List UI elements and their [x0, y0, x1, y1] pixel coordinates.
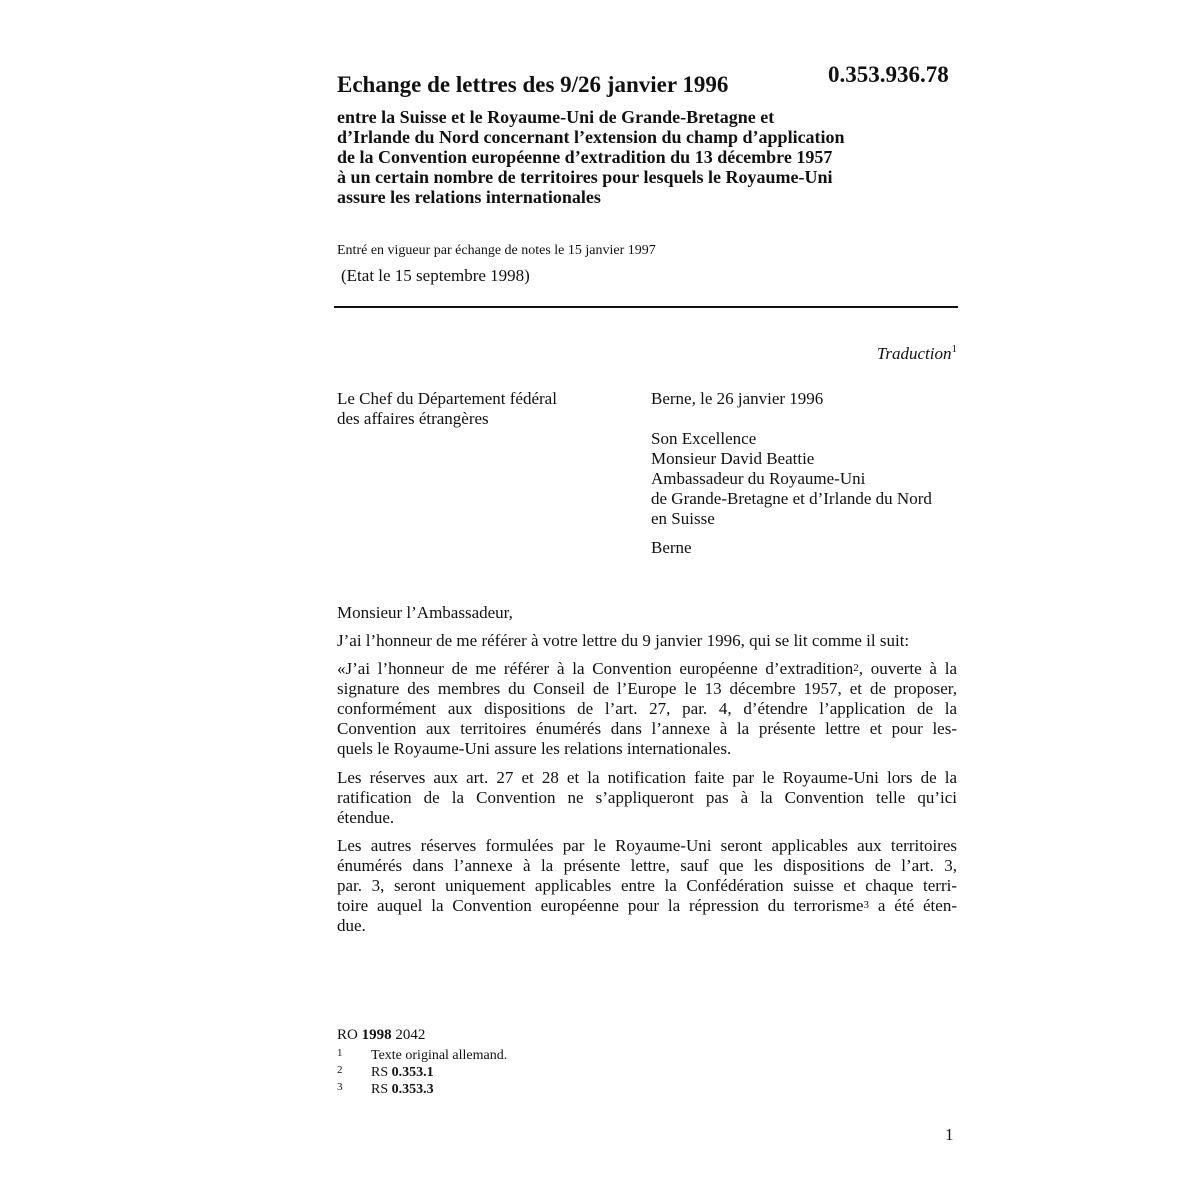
- ro-reference: RO 1998 2042: [337, 1027, 426, 1043]
- letter-recipient: [651, 429, 932, 529]
- translation-label: Traduction: [876, 344, 952, 363]
- footnote-text: Texte original allemand.: [371, 1048, 508, 1063]
- footnote-text: RS 0.353.1: [371, 1065, 434, 1080]
- footnote-number: 1: [337, 1047, 343, 1059]
- page-title: Echange de lettres des 9/26 janvier 1996: [337, 72, 729, 97]
- footnote-ref[interactable]: 1: [951, 343, 957, 355]
- recipient-city: Berne: [651, 538, 692, 557]
- subtitle-line: d’Irlande du Nord concernant l’extension du champ d’application: [337, 127, 845, 147]
- paragraph-line: énumérés dans l’annexe à la présente lettre, sauf que les dispositions de l’art. 3,: [337, 856, 957, 875]
- paragraph-line: signature des membres du Conseil de l’Europe le 13 décembre 1957, et de proposer,: [337, 679, 957, 698]
- recipient-line: Ambassadeur du Royaume-Uni: [651, 469, 866, 488]
- footnote-number: 2: [337, 1064, 343, 1076]
- paragraph-line: due.: [337, 916, 366, 935]
- paragraph-line: toire auquel la Convention européenne pour la répression du terrorisme$^3$ a été éten-: [337, 896, 957, 915]
- paragraph-line: quels le Royaume-Uni assure les relations internationales.: [337, 739, 732, 758]
- letter-place-date: Berne, le 26 janvier 1996: [651, 389, 824, 408]
- recipient-line: de Grande-Bretagne et d’Irlande du Nord: [651, 489, 932, 508]
- sender-line: Le Chef du Département fédéral: [337, 389, 557, 408]
- recipient-line: Monsieur David Beattie: [651, 449, 815, 468]
- paragraph-line: Convention aux territoires énumérés dans l’annexe à la présente lettre et pour les-: [337, 719, 957, 738]
- footnote-number: 3: [337, 1081, 343, 1093]
- quoted-paragraph-1: [337, 659, 957, 759]
- paragraph-line: par. 3, seront uniquement applicables entre la Confédération suisse et chaque terri-: [337, 876, 957, 895]
- translation-note: [877, 344, 957, 364]
- paragraph-line: ratification de la Convention ne s’appliqueront pas à la Convention telle qu’ici: [337, 788, 957, 807]
- sender-line: des affaires étrangères: [337, 409, 489, 428]
- subtitle-line: à un certain nombre de territoires pour lesquels le Royaume-Uni: [337, 167, 833, 187]
- document-subtitle: [337, 107, 977, 207]
- recipient-line: Son Excellence: [651, 429, 757, 448]
- paragraph-line: conformément aux dispositions de l’art. 27, par. 4, d’étendre l’application de la: [337, 699, 957, 718]
- letter-intro: J’ai l’honneur de me référer à votre lettre du 9 janvier 1996, qui se lit comme il suit:: [337, 631, 910, 650]
- paragraph-line: Les réserves aux art. 27 et 28 et la notification faite par le Royaume-Uni lors de la: [337, 768, 957, 787]
- subtitle-line: de la Convention européenne d’extradition du 13 décembre 1957: [337, 147, 833, 167]
- paragraph-line: Les autres réserves formulées par le Royaume-Uni seront applicables aux territoires: [337, 836, 957, 855]
- page-number: 1: [945, 1125, 954, 1144]
- letter-sender: [337, 389, 557, 429]
- subtitle-line: assure les relations internationales: [337, 187, 601, 207]
- header-divider: [334, 306, 958, 308]
- letter-salutation: Monsieur l’Ambassadeur,: [337, 603, 513, 622]
- paragraph-line: «J’ai l’honneur de me référer à la Convention européenne d’extradition$^2$, ouverte à la: [337, 659, 957, 678]
- quoted-paragraph-3: [337, 836, 957, 936]
- footnote-ref[interactable]: 3: [863, 899, 869, 911]
- footnote-text: RS 0.353.3: [371, 1082, 434, 1097]
- recipient-line: en Suisse: [651, 509, 715, 528]
- subtitle-line: entre la Suisse et le Royaume-Uni de Grande-Bretagne et: [337, 107, 775, 127]
- paragraph-line: étendue.: [337, 808, 395, 827]
- footnote-ref[interactable]: 2: [853, 662, 859, 674]
- document-state: (Etat le 15 septembre 1998): [341, 266, 530, 285]
- quoted-paragraph-2: [337, 768, 957, 828]
- document-number: 0.353.936.78: [828, 62, 949, 87]
- entry-into-force: Entré en vigueur par échange de notes le 15 janvier 1997: [337, 243, 656, 258]
